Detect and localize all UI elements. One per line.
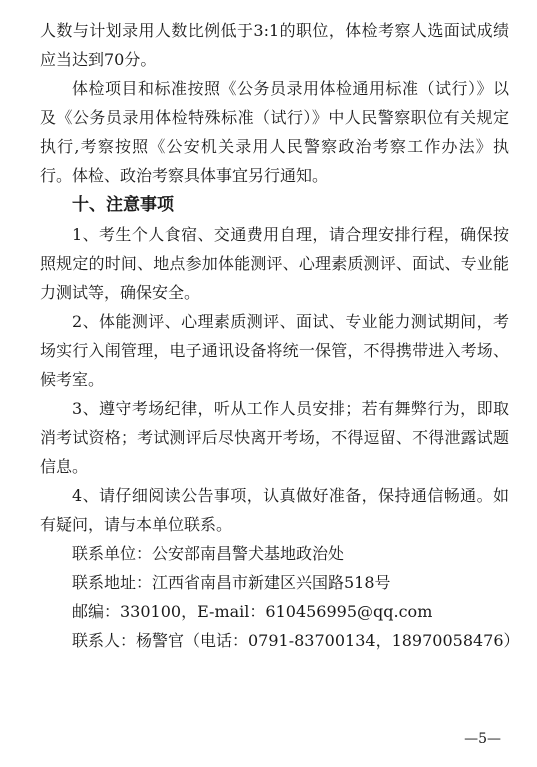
contact-person: 联系人：杨警官（电话：0791-83700134，18970058476） [72,631,520,650]
page-number: —5— [464,731,501,747]
note-item-4: 4、请仔细阅读公告事项，认真做好准备，保持通信畅通。如有疑问，请与本单位联系。 [40,486,509,534]
paragraph-interview-score: 人数与计划录用人数比例低于3:1的职位，体检考察人选面试成绩应当达到70分。 [40,21,509,69]
note-item-3: 3、遵守考场纪律，听从工作人员安排；若有舞弊行为，即取消考试资格；考试测评后尽快离开考场，不得逗留、不得泄露试题信息。 [40,399,509,476]
note-item-1: 1、考生个人食宿、交通费用自理，请合理安排行程，确保按照规定的时间、地点参加体能测评、心理素质测评、面试、专业能力测试等，确保安全。 [40,225,509,302]
note-item-2: 2、体能测评、心理素质测评、面试、专业能力测试期间，考场实行入闱管理，电子通讯设备将统一保管，不得携带进入考场、候考室。 [40,312,509,389]
contact-unit: 联系单位：公安部南昌警犬基地政治处 [72,544,345,563]
contact-address: 联系地址：江西省南昌市新建区兴国路518号 [72,573,391,592]
section-heading-notes: 十、注意事项 [72,195,174,215]
paragraph-physical-exam: 体检项目和标准按照《公务员录用体检通用标准（试行）》以及《公务员录用体检特殊标准（试行）》中人民警察职位有关规定执行,考察按照《公安机关录用人民警察政治考察工作办法》执行。体检、政治考察具体事宜另行通知。 [40,79,509,185]
contact-postal-email: 邮编：330100，E-mail：610456995@qq.com [72,602,433,621]
